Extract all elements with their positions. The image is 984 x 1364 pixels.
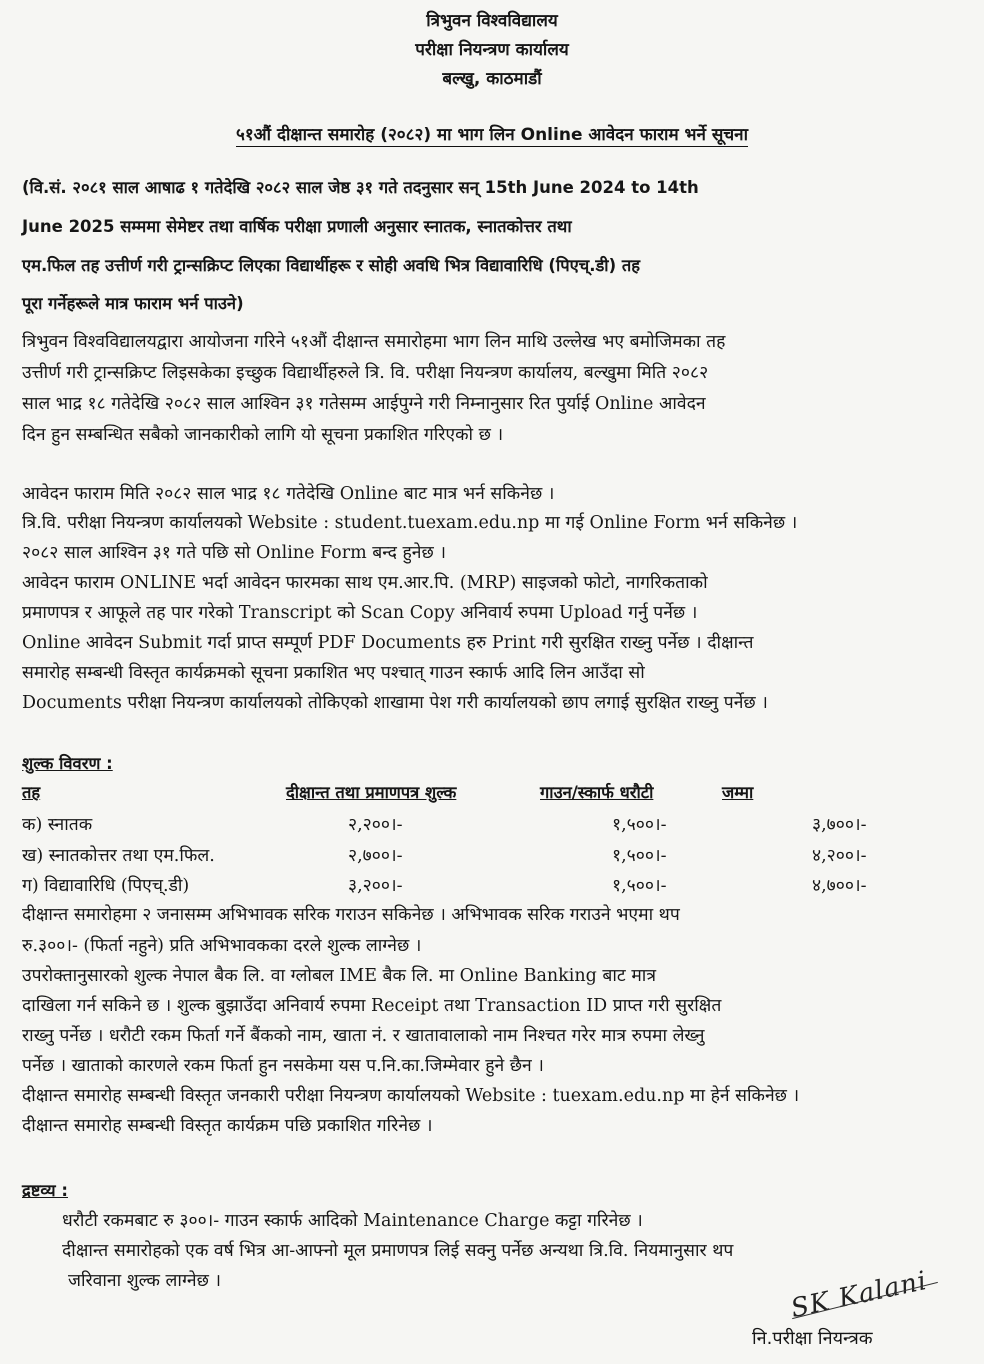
fee-total: ३,७००।- bbox=[812, 815, 867, 835]
fee-note-line: उपरोक्तानुसारको शुल्क नेपाल बैक लि. वा ग्लोबल IME बैक लि. मा Online Banking बाट मात्र bbox=[22, 966, 656, 986]
instruction-line: प्रमाणपत्र र आफूले तह पार गरेको Transcript को Scan Copy अनिवार्य रुपमा Upload गर्नु पर्नेछ । bbox=[22, 603, 698, 623]
fee-gown-deposit: १,५००।- bbox=[612, 846, 667, 866]
eligibility-line: एम.फिल तह उत्तीर्ण गरी ट्रान्सक्रिप्ट लिएका विद्यार्थीहरू र सोही अवधि भित्र विद्यावारिधि (पिएच्.डी) तह bbox=[22, 256, 641, 275]
fee-total: ४,७००।- bbox=[812, 876, 867, 896]
instruction-line: आवेदन फाराम ONLINE भर्दा आवेदन फारमका साथ एम.आर.पि. (MRP) साइजको फोटो, नागरिकताको bbox=[22, 573, 708, 593]
fee-note-line: दीक्षान्त समारोह सम्बन्धी विस्तृत जनकारी परीक्षा नियन्त्रण कार्यालयको Website : tuexam.edu.np मा हेर्न सकिनेछ । bbox=[22, 1086, 800, 1106]
note-line: जरिवाना शुल्क लाग्नेछ । bbox=[68, 1271, 222, 1291]
office-name: परीक्षा नियन्त्रण कार्यालय bbox=[415, 40, 569, 60]
signature: SK Kalani bbox=[788, 1265, 930, 1325]
col-convocation-fee-header: दीक्षान्त तथा प्रमाणपत्र शुल्क bbox=[286, 783, 457, 802]
fee-convocation: २,७००।- bbox=[348, 846, 403, 866]
office-location: बल्खु, काठमाडौं bbox=[442, 69, 542, 89]
fee-gown-deposit: १,५००।- bbox=[612, 876, 667, 896]
intro-line: उत्तीर्ण गरी ट्रान्सक्रिप्ट लिइसकेका इच्छुक विद्यार्थीहरुले त्रि. वि. परीक्षा नियन्त्रण कार्यालय, बल्खुमा मिति २०८२ bbox=[22, 363, 709, 383]
fee-convocation: २,२००।- bbox=[348, 815, 403, 835]
eligibility-line: June 2025 सम्ममा सेमेष्टर तथा वार्षिक परीक्षा प्रणाली अनुसार स्नातक, स्नातकोत्तर तथा bbox=[22, 217, 572, 236]
col-total-header: जम्मा bbox=[722, 783, 754, 802]
notice-title-text: ५१औं दीक्षान्त समारोह (२०८२) मा भाग लिन Online आवेदन फाराम भर्ने सूचना bbox=[236, 125, 748, 145]
fee-note-line: दीक्षान्त समारोहमा २ जनासम्म अभिभावक सरिक गराउन सकिनेछ । अभिभावक सरिक गराउने भएमा थप bbox=[22, 905, 680, 925]
col-gown-deposit-header: गाउन/स्कार्फ धरौटी bbox=[540, 783, 654, 802]
eligibility-line: पूरा गर्नेहरूले मात्र फाराम भर्न पाउने) bbox=[22, 294, 244, 313]
fee-note-line: रु.३००।- (फिर्ता नहुने) प्रति अभिभावकका दरले शुल्क लाग्नेछ । bbox=[22, 936, 422, 956]
instruction-line: २०८२ साल आश्विन ३१ गते पछि सो Online Form बन्द हुनेछ । bbox=[22, 543, 446, 563]
fee-level: क) स्नातक bbox=[22, 815, 93, 835]
note-line: दीक्षान्त समारोहको एक वर्ष भित्र आ-आफ्नो मूल प्रमाणपत्र लिई सक्नु पर्नेछ अन्यथा त्रि.वि. नियमानुसार थप bbox=[62, 1241, 734, 1261]
fee-note-line: पर्नेछ । खाताको कारणले रकम फिर्ता हुन नसकेमा यस प.नि.का.जिम्मेवार हुने छैन । bbox=[22, 1056, 544, 1076]
col-level-header: तह bbox=[22, 783, 41, 802]
intro-line: साल भाद्र १८ गतेदेखि २०८२ साल आश्विन ३१ गतेसम्म आईपुग्ने गरी निम्नानुसार रित पुर्याई Online आवेदन bbox=[22, 394, 706, 414]
fee-level: ख) स्नातकोत्तर तथा एम.फिल. bbox=[22, 846, 215, 866]
fee-note-line: दाखिला गर्न सकिने छ । शुल्क बुझाउँदा अनिवार्य रुपमा Receipt तथा Transaction ID प्राप्त गरी सुरक्षित bbox=[22, 996, 722, 1016]
instruction-line: Documents परीक्षा नियन्त्रण कार्यालयको तोकिएको शाखामा पेश गरी कार्यालयको छाप लगाई सुरक्षित राख्नु पर्नेछ । bbox=[22, 693, 768, 713]
notice-title bbox=[0, 122, 984, 145]
fee-heading: शुल्क विवरण : bbox=[22, 754, 113, 773]
instruction-line: Online आवेदन Submit गर्दा प्राप्त सम्पूर्ण PDF Documents हरु Print गरी सुरक्षित राख्नु पर्नेछ । दीक्षान्त bbox=[22, 633, 754, 653]
fee-gown-deposit: १,५००।- bbox=[612, 815, 667, 835]
signatory-designation: नि.परीक्षा नियन्त्रक bbox=[752, 1328, 873, 1349]
intro-line: त्रिभुवन विश्वविद्यालयद्वारा आयोजना गरिने ५१औं दीक्षान्त समारोहमा भाग लिन माथि उल्लेख भए बमोजिमका तह bbox=[22, 332, 726, 352]
fee-note-line: दीक्षान्त समारोह सम्बन्धी विस्तृत कार्यक्रम पछि प्रकाशित गरिनेछ । bbox=[22, 1116, 433, 1136]
note-line: धरौटी रकमबाट रु ३००।- गाउन स्कार्फ आदिको Maintenance Charge कट्टा गरिनेछ । bbox=[62, 1211, 643, 1231]
instruction-line: आवेदन फाराम मिति २०८२ साल भाद्र १८ गतेदेखि Online बाट मात्र भर्न सकिनेछ । bbox=[22, 484, 555, 504]
fee-convocation: ३,२००।- bbox=[348, 876, 403, 896]
note-heading: द्रष्टव्य : bbox=[22, 1181, 68, 1200]
fee-total: ४,२००।- bbox=[812, 846, 867, 866]
instruction-line: समारोह सम्बन्धी विस्तृत कार्यक्रमको सूचना प्रकाशित भए पश्चात् गाउन स्कार्फ आदि लिन आउँदा सो bbox=[22, 663, 645, 683]
fee-note-line: राख्नु पर्नेछ । धरौटी रकम फिर्ता गर्ने बैंकको नाम, खाता नं. र खातावालाको नाम निश्चत गरेर मात्र रुपमा लेख्नु bbox=[22, 1026, 705, 1046]
fee-level: ग) विद्यावारिधि (पिएच्.डी) bbox=[22, 876, 190, 896]
eligibility-line: (वि.सं. २०८१ साल आषाढ १ गतेदेखि २०८२ साल जेष्ठ ३१ गते तदनुसार सन् 15th June 2024 to 14th bbox=[22, 178, 699, 197]
instruction-line: त्रि.वि. परीक्षा नियन्त्रण कार्यालयको Website : student.tuexam.edu.np मा गई Online Form भर्न सकिनेछ । bbox=[22, 513, 798, 533]
intro-line: दिन हुन सम्बन्धित सबैको जानकारीको लागि यो सूचना प्रकाशित गरिएको छ । bbox=[22, 425, 504, 445]
university-name: त्रिभुवन विश्वविद्यालय bbox=[426, 11, 558, 31]
